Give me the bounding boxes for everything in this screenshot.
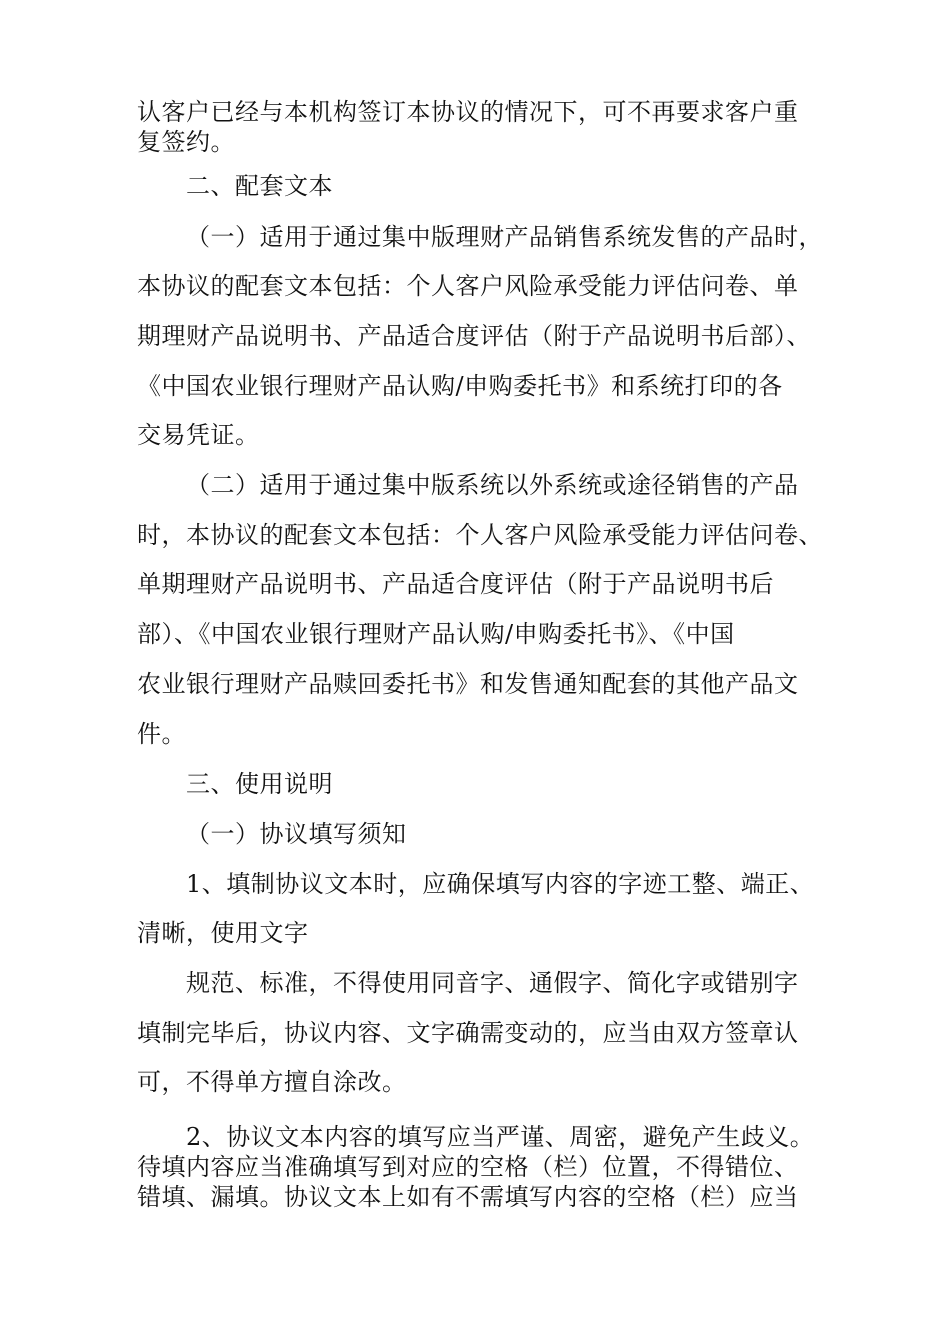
section-heading: 二、配套文本 <box>186 172 333 200</box>
section-heading: 三、使用说明 <box>186 770 333 798</box>
text-line: 待填内容应当准确填写到对应的空格（栏）位置，不得错位、 <box>137 1153 799 1181</box>
text-line: 2、协议文本内容的填写应当严谨、周密，避免产生歧义。 <box>186 1123 815 1151</box>
text-line: 时，本协议的配套文本包括：个人客户风险承受能力评估问卷、 <box>137 521 823 549</box>
text-line: 清晰，使用文字 <box>137 919 309 947</box>
text-line: 交易凭证。 <box>137 421 260 449</box>
text-line: 复签约。 <box>137 128 235 156</box>
text-line: 《中国农业银行理财产品认购/申购委托书》和系统打印的各 <box>137 372 783 400</box>
text-line: 认客户已经与本机构签订本协议的情况下，可不再要求客户重 <box>137 98 799 126</box>
text-line: 可，不得单方擅自涂改。 <box>137 1068 407 1096</box>
text-line: （一）适用于通过集中版理财产品销售系统发售的产品时， <box>186 223 823 251</box>
text-line: 本协议的配套文本包括：个人客户风险承受能力评估问卷、单 <box>137 272 799 300</box>
subsection-heading: （一）协议填写须知 <box>186 820 407 848</box>
text-line: （二）适用于通过集中版系统以外系统或途径销售的产品 <box>186 471 799 499</box>
text-line: 规范、标准，不得使用同音字、通假字、简化字或错别字 <box>186 969 799 997</box>
text-line: 农业银行理财产品赎回委托书》和发售通知配套的其他产品文 <box>137 670 799 698</box>
text-line: 1、填制协议文本时，应确保填写内容的字迹工整、端正、 <box>186 870 815 898</box>
text-line: 填制完毕后，协议内容、文字确需变动的，应当由双方签章认 <box>137 1019 799 1047</box>
text-line: 单期理财产品说明书、产品适合度评估（附于产品说明书后 <box>137 570 774 598</box>
text-line: 部）、《中国农业银行理财产品认购/申购委托书》、《中国 <box>137 620 735 648</box>
text-line: 错填、漏填。协议文本上如有不需填写内容的空格（栏）应当 <box>137 1183 799 1211</box>
text-line: 期理财产品说明书、产品适合度评估（附于产品说明书后部）、 <box>137 322 811 350</box>
text-line: 件。 <box>137 720 186 748</box>
